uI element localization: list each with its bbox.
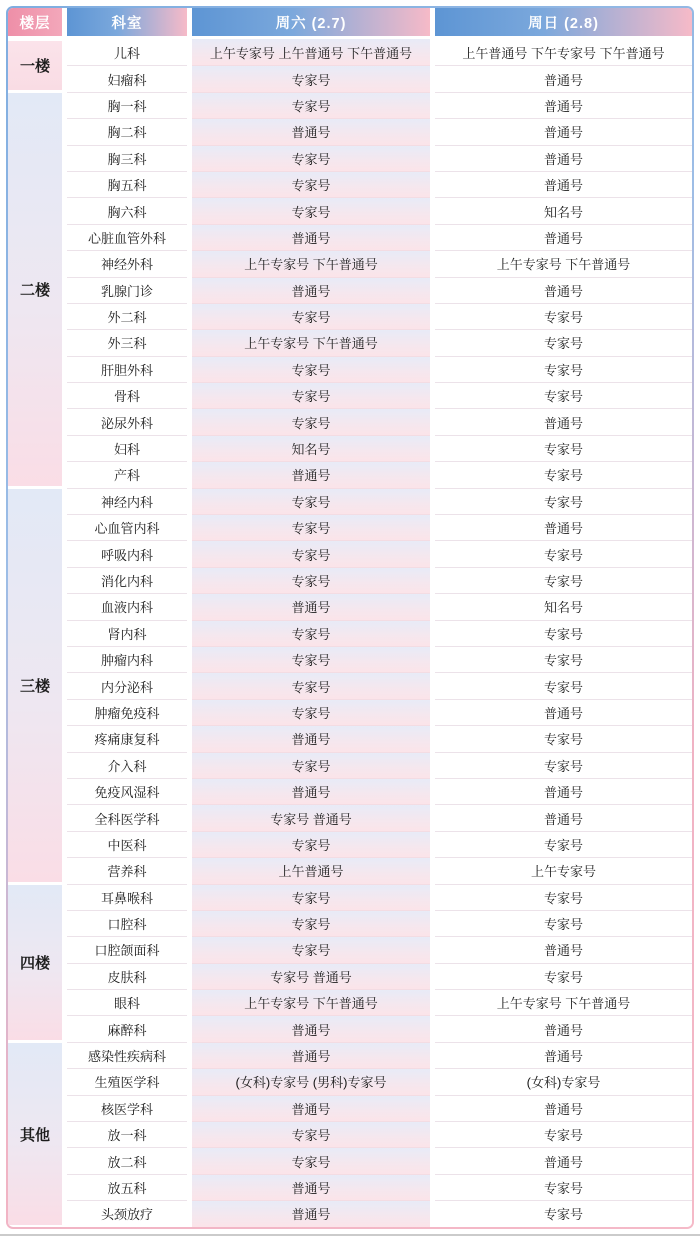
sunday-cell: 上午专家号 — [435, 857, 692, 883]
floor-cell: 其他 — [8, 1043, 62, 1225]
department-cell: 产科 — [67, 461, 187, 487]
department-cell: 口腔科 — [67, 910, 187, 936]
floor-cell: 四楼 — [8, 885, 62, 1040]
department-cell: 疼痛康复科 — [67, 725, 187, 751]
saturday-cell: 普通号 — [192, 778, 430, 804]
sunday-cell: 上午专家号 下午普通号 — [435, 250, 692, 276]
sunday-cell: 普通号 — [435, 171, 692, 197]
department-cell: 中医科 — [67, 831, 187, 857]
sunday-cell: 知名号 — [435, 593, 692, 619]
sunday-cell: 普通号 — [435, 408, 692, 434]
department-cell: 消化内科 — [67, 567, 187, 593]
department-cell: 胸五科 — [67, 171, 187, 197]
sunday-cell: 专家号 — [435, 356, 692, 382]
department-cell: 外三科 — [67, 329, 187, 355]
department-cell: 肿瘤免疫科 — [67, 699, 187, 725]
sunday-cell: 专家号 — [435, 884, 692, 910]
department-cell: 肿瘤内科 — [67, 646, 187, 672]
department-cell: 胸二科 — [67, 118, 187, 144]
sunday-cell: 上午专家号 下午普通号 — [435, 989, 692, 1015]
saturday-cell: 专家号 — [192, 356, 430, 382]
saturday-cell: 专家号 — [192, 699, 430, 725]
saturday-cell: 专家号 — [192, 488, 430, 514]
saturday-cell: 普通号 — [192, 1095, 430, 1121]
schedule-table — [6, 6, 694, 1229]
sunday-cell: 专家号 — [435, 1200, 692, 1226]
sunday-cell: 专家号 — [435, 831, 692, 857]
department-cell: 乳腺门诊 — [67, 277, 187, 303]
saturday-cell: 专家号 — [192, 171, 430, 197]
sunday-cell: 专家号 — [435, 646, 692, 672]
department-cell: 胸六科 — [67, 197, 187, 223]
sunday-cell: 专家号 — [435, 488, 692, 514]
department-cell: 核医学科 — [67, 1095, 187, 1121]
department-cell: 耳鼻喉科 — [67, 884, 187, 910]
saturday-cell: 普通号 — [192, 1042, 430, 1068]
column-header-floor: 楼层 — [8, 8, 62, 36]
saturday-cell: 专家号 普通号 — [192, 804, 430, 830]
department-cell: 肾内科 — [67, 620, 187, 646]
department-cell: 生殖医学科 — [67, 1068, 187, 1094]
sunday-cell: 普通号 — [435, 1015, 692, 1041]
department-cell: 心脏血管外科 — [67, 224, 187, 250]
saturday-cell: 专家号 — [192, 540, 430, 566]
saturday-cell: 专家号 — [192, 65, 430, 91]
saturday-cell: 上午专家号 上午普通号 下午普通号 — [192, 39, 430, 65]
department-cell: 妇瘤科 — [67, 65, 187, 91]
department-cell: 营养科 — [67, 857, 187, 883]
saturday-cell: 普通号 — [192, 277, 430, 303]
schedule-grid — [8, 8, 692, 1227]
bottom-divider — [0, 1234, 700, 1236]
sunday-cell: (女科)专家号 — [435, 1068, 692, 1094]
saturday-cell: 普通号 — [192, 593, 430, 619]
department-cell: 放五科 — [67, 1174, 187, 1200]
department-cell: 血液内科 — [67, 593, 187, 619]
saturday-cell: 专家号 — [192, 936, 430, 962]
saturday-cell: 上午专家号 下午普通号 — [192, 989, 430, 1015]
saturday-cell: 上午专家号 下午普通号 — [192, 250, 430, 276]
saturday-cell: 专家号 — [192, 752, 430, 778]
sunday-cell: 专家号 — [435, 725, 692, 751]
saturday-cell: 专家号 — [192, 303, 430, 329]
department-cell: 皮肤科 — [67, 963, 187, 989]
department-cell: 内分泌科 — [67, 672, 187, 698]
sunday-cell: 普通号 — [435, 778, 692, 804]
floor-cell: 三楼 — [8, 489, 62, 882]
department-cell: 麻醉科 — [67, 1015, 187, 1041]
sunday-cell: 普通号 — [435, 936, 692, 962]
sunday-cell: 专家号 — [435, 1121, 692, 1147]
column-header-department: 科室 — [67, 8, 187, 36]
sunday-cell: 普通号 — [435, 1147, 692, 1173]
department-cell: 眼科 — [67, 989, 187, 1015]
saturday-cell: 专家号 — [192, 408, 430, 434]
saturday-cell: 专家号 — [192, 197, 430, 223]
sunday-cell: 上午普通号 下午专家号 下午普通号 — [435, 39, 692, 65]
sunday-cell: 专家号 — [435, 752, 692, 778]
sunday-cell: 专家号 — [435, 435, 692, 461]
sunday-cell: 普通号 — [435, 1042, 692, 1068]
saturday-cell: 专家号 — [192, 382, 430, 408]
saturday-cell: 专家号 — [192, 831, 430, 857]
sunday-cell: 专家号 — [435, 910, 692, 936]
saturday-cell: 专家号 — [192, 884, 430, 910]
department-cell: 口腔颌面科 — [67, 936, 187, 962]
saturday-cell: 上午普通号 — [192, 857, 430, 883]
saturday-cell: 专家号 — [192, 567, 430, 593]
sunday-cell: 普通号 — [435, 1095, 692, 1121]
sunday-cell: 专家号 — [435, 540, 692, 566]
sunday-cell: 专家号 — [435, 620, 692, 646]
saturday-cell: 普通号 — [192, 461, 430, 487]
saturday-cell: 专家号 — [192, 145, 430, 171]
saturday-cell: 普通号 — [192, 118, 430, 144]
sunday-cell: 普通号 — [435, 92, 692, 118]
column-header-sunday: 周日 (2.8) — [435, 8, 692, 36]
department-cell: 呼吸内科 — [67, 540, 187, 566]
sunday-cell: 普通号 — [435, 224, 692, 250]
saturday-cell: 专家号 — [192, 1147, 430, 1173]
sunday-cell: 专家号 — [435, 461, 692, 487]
department-cell: 外二科 — [67, 303, 187, 329]
department-cell: 心血管内科 — [67, 514, 187, 540]
floor-cell: 一楼 — [8, 41, 62, 91]
sunday-cell: 普通号 — [435, 277, 692, 303]
sunday-cell: 普通号 — [435, 804, 692, 830]
sunday-cell: 知名号 — [435, 197, 692, 223]
saturday-cell: 知名号 — [192, 435, 430, 461]
department-cell: 神经内科 — [67, 488, 187, 514]
department-cell: 免疫风湿科 — [67, 778, 187, 804]
saturday-cell: (女科)专家号 (男科)专家号 — [192, 1068, 430, 1094]
saturday-cell: 普通号 — [192, 224, 430, 250]
sunday-cell: 专家号 — [435, 672, 692, 698]
department-cell: 妇科 — [67, 435, 187, 461]
department-cell: 介入科 — [67, 752, 187, 778]
department-cell: 骨科 — [67, 382, 187, 408]
sunday-cell: 普通号 — [435, 699, 692, 725]
sunday-cell: 专家号 — [435, 963, 692, 989]
saturday-cell: 普通号 — [192, 1015, 430, 1041]
department-cell: 神经外科 — [67, 250, 187, 276]
department-cell: 放一科 — [67, 1121, 187, 1147]
sunday-cell: 普通号 — [435, 514, 692, 540]
sunday-cell: 普通号 — [435, 145, 692, 171]
saturday-cell: 上午专家号 下午普通号 — [192, 329, 430, 355]
saturday-cell: 专家号 — [192, 672, 430, 698]
saturday-cell: 专家号 普通号 — [192, 963, 430, 989]
saturday-cell: 专家号 — [192, 910, 430, 936]
department-cell: 放二科 — [67, 1147, 187, 1173]
department-cell: 胸三科 — [67, 145, 187, 171]
saturday-cell: 普通号 — [192, 1174, 430, 1200]
department-cell: 感染性疾病科 — [67, 1042, 187, 1068]
sunday-cell: 专家号 — [435, 382, 692, 408]
department-cell: 儿科 — [67, 39, 187, 65]
saturday-cell: 专家号 — [192, 646, 430, 672]
saturday-cell: 普通号 — [192, 1200, 430, 1226]
saturday-cell: 普通号 — [192, 725, 430, 751]
sunday-cell: 普通号 — [435, 65, 692, 91]
saturday-cell: 专家号 — [192, 92, 430, 118]
sunday-cell: 普通号 — [435, 118, 692, 144]
floor-cell: 二楼 — [8, 93, 62, 486]
department-cell: 头颈放疗 — [67, 1200, 187, 1226]
department-cell: 泌尿外科 — [67, 408, 187, 434]
saturday-cell: 专家号 — [192, 1121, 430, 1147]
sunday-cell: 专家号 — [435, 567, 692, 593]
saturday-cell: 专家号 — [192, 514, 430, 540]
department-cell: 肝胆外科 — [67, 356, 187, 382]
department-cell: 全科医学科 — [67, 804, 187, 830]
sunday-cell: 专家号 — [435, 303, 692, 329]
sunday-cell: 专家号 — [435, 329, 692, 355]
sunday-cell: 专家号 — [435, 1174, 692, 1200]
column-header-saturday: 周六 (2.7) — [192, 8, 430, 36]
saturday-cell: 专家号 — [192, 620, 430, 646]
department-cell: 胸一科 — [67, 92, 187, 118]
